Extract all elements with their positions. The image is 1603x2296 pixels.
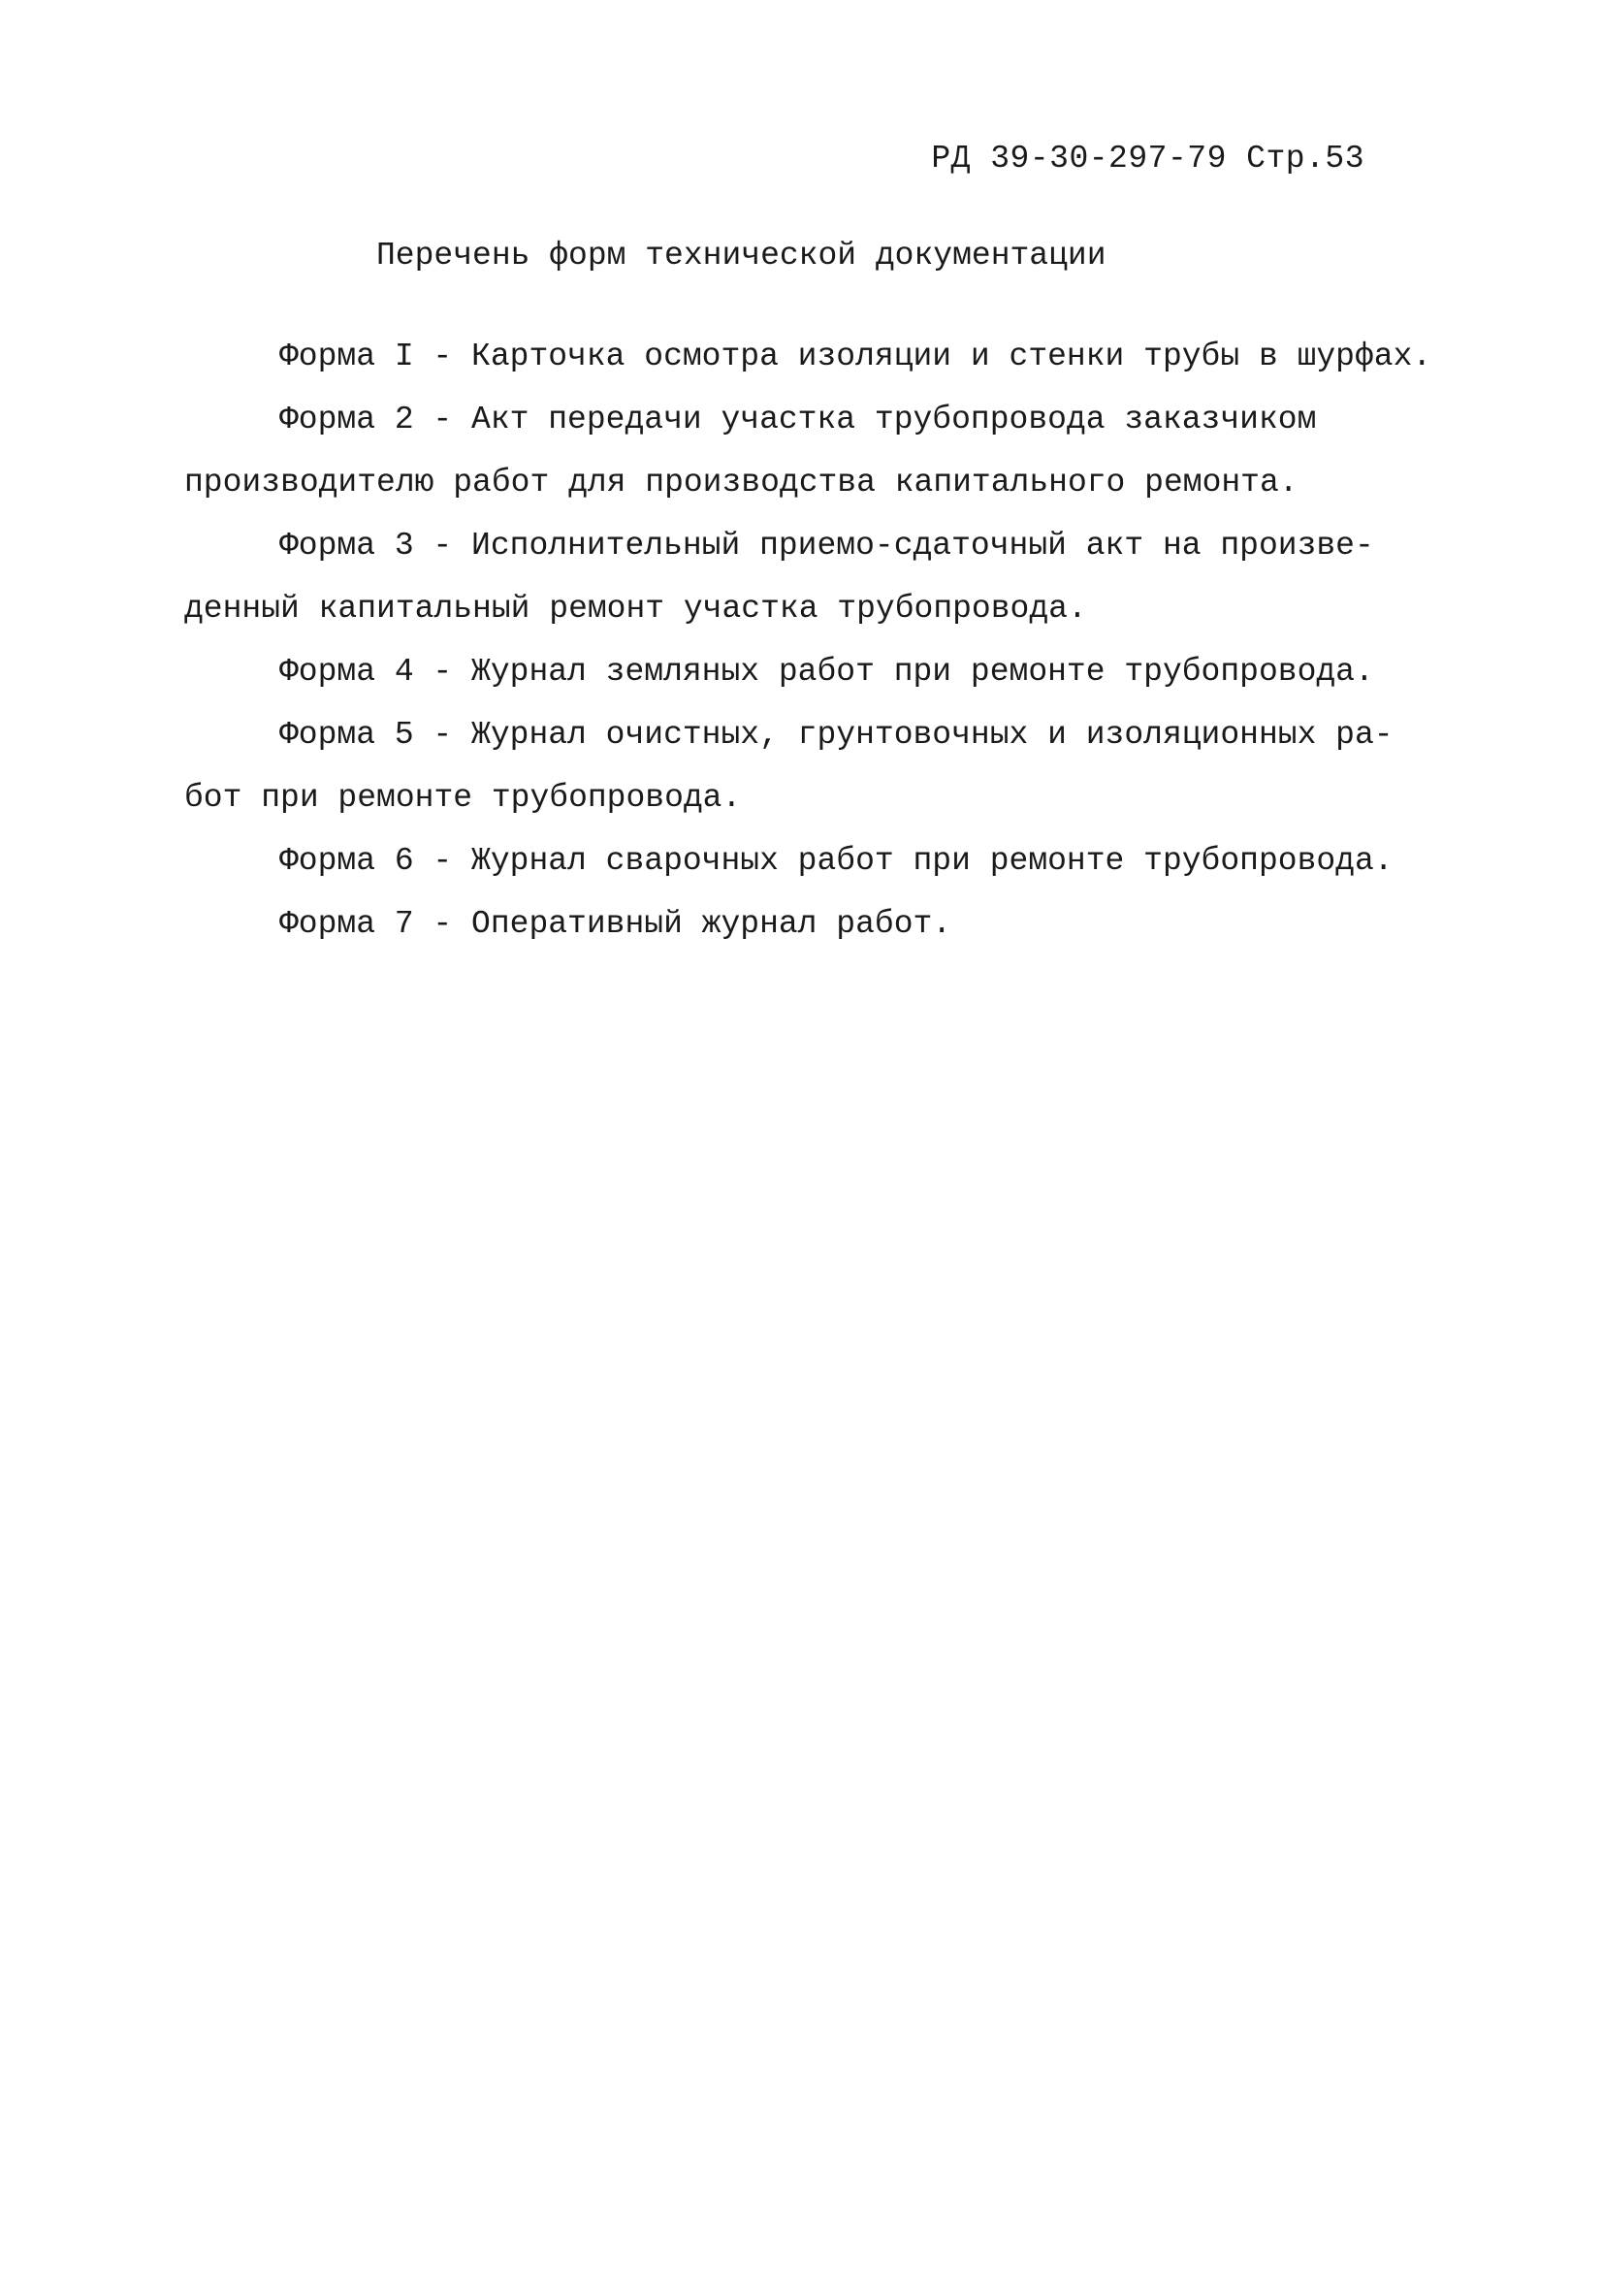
form-2-line: Форма 2 - Акт передачи участка трубопровода заказчиком: [279, 402, 1317, 437]
form-5-line: Форма 5 - Журнал очистных, грунтовочных и изоляционных ра-: [279, 717, 1394, 753]
form-4-line: Форма 4 - Журнал земляных работ при ремонте трубопровода.: [279, 654, 1374, 690]
form-5-continuation: бот при ремонте трубопровода.: [184, 780, 742, 816]
form-6-line: Форма 6 - Журнал сварочных работ при ремонте трубопровода.: [279, 843, 1394, 879]
form-3-line: Форма 3 - Исполнительный приемо-сдаточный акт на произве-: [279, 528, 1374, 564]
form-1-line: Форма I - Карточка осмотра изоляции и стенки трубы в шурфах.: [279, 339, 1432, 374]
page-header: РД 39-30-297-79 Стр.53: [931, 141, 1364, 177]
form-2-continuation: производителю работ для производства капитального ремонта.: [184, 465, 1298, 501]
form-3-continuation: денный капитальный ремонт участка трубопровода.: [184, 591, 1087, 627]
form-7-line: Форма 7 - Оперативный журнал работ.: [279, 906, 952, 942]
page-title: Перечень форм технической документации: [376, 238, 1106, 274]
forms-list: [184, 325, 1432, 955]
